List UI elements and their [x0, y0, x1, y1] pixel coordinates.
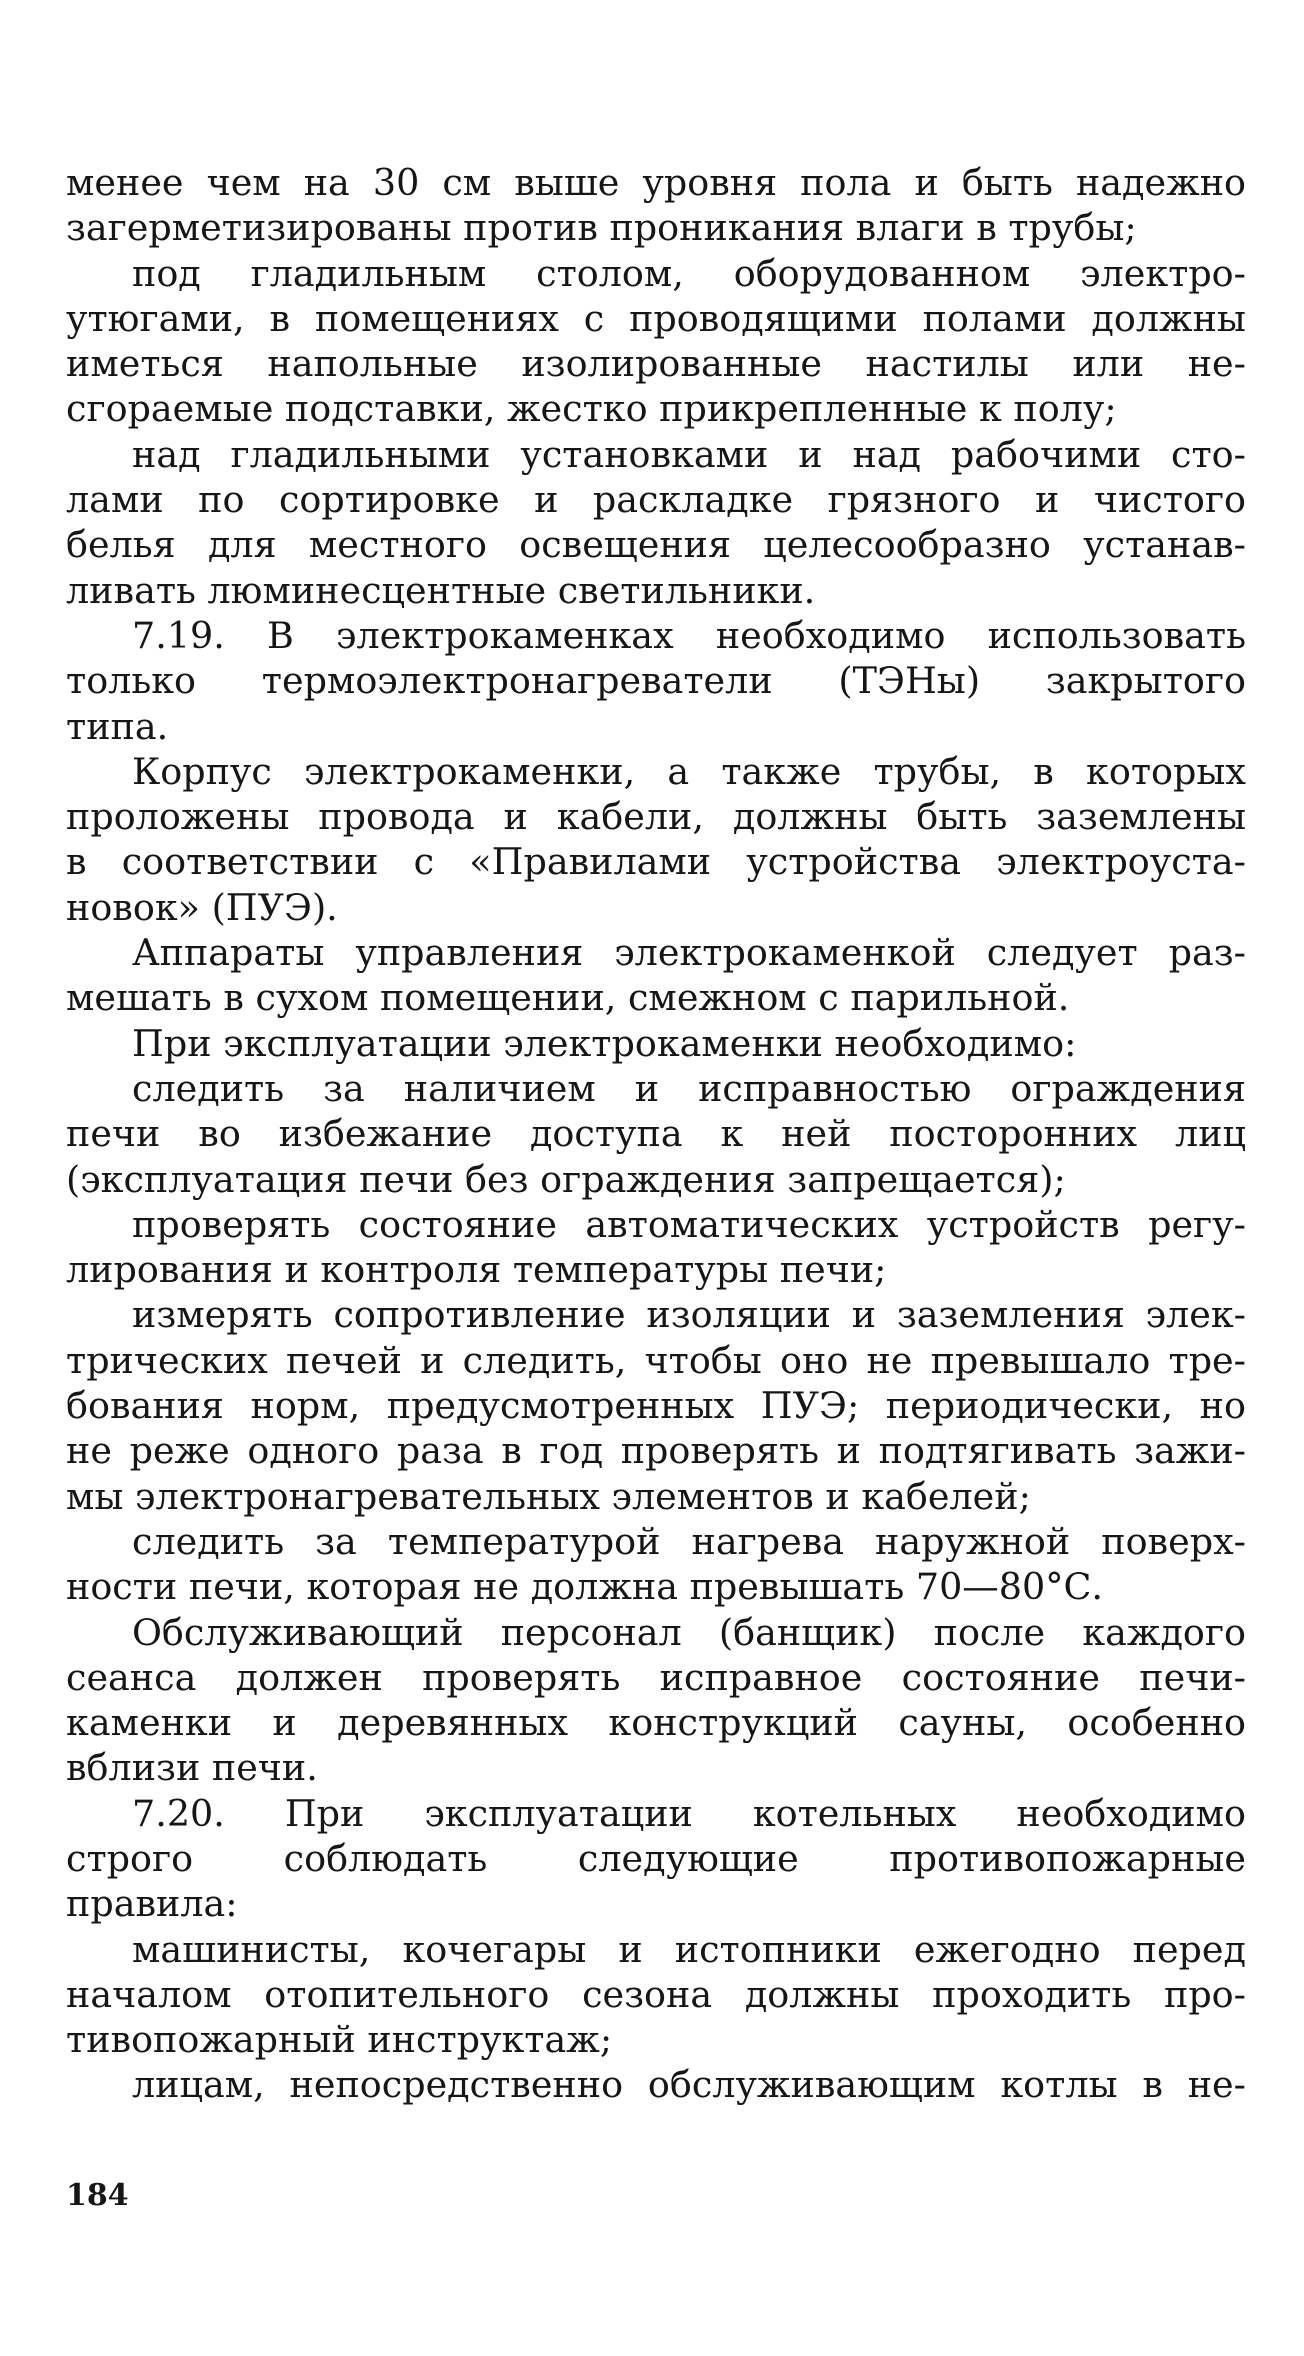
text-line: началом отопительного сезона должны проходить про- [66, 1972, 1246, 2016]
text-line: только термоэлектронагреватели (ТЭНы) закрытого [66, 659, 1246, 703]
page-number: 184 [66, 2178, 129, 2213]
text-line: печи во избежание доступа к ней посторонних лиц [66, 1112, 1246, 1156]
text-line: следить за температурой нагрева наружной поверх- [132, 1519, 1246, 1563]
text-line: не реже одного раза в год проверять и подтягивать зажи- [66, 1429, 1246, 1473]
text-line: ливать люминесцентные светильники. [66, 568, 816, 612]
text-line: над гладильными установками и над рабочими сто- [132, 432, 1246, 476]
text-line: проложены провода и кабели, должны быть заземлены [66, 795, 1246, 839]
text-line: утюгами, в помещениях с проводящими полами должны [66, 296, 1246, 340]
text-line: строго соблюдать следующие противопожарные [66, 1836, 1246, 1880]
text-line: (эксплуатация печи без ограждения запрещается); [66, 1157, 1066, 1201]
text-line: лами по сортировке и раскладке грязного и чистого [66, 478, 1246, 522]
text-line: каменки и деревянных конструкций сауны, особенно [66, 1701, 1246, 1745]
text-line: Аппараты управления электрокаменкой следует раз- [132, 931, 1246, 975]
text-line: Корпус электрокаменки, а также трубы, в которых [132, 749, 1246, 793]
text-line: сеанса должен проверять исправное состояние печи- [66, 1655, 1246, 1699]
text-line: новок» (ПУЭ). [66, 885, 338, 929]
text-line: тивопожарный инструктаж; [66, 2018, 613, 2062]
text-line: иметься напольные изолированные настилы или не- [66, 342, 1246, 386]
text-line: лицам, непосредственно обслуживающим котлы в не- [132, 2063, 1246, 2107]
text-line: трических печей и следить, чтобы оно не превышало тре- [66, 1338, 1246, 1382]
text-line: проверять состояние автоматических устройств регу- [132, 1202, 1246, 1246]
text-line: в соответствии с «Правилами устройства электроуста- [66, 840, 1246, 884]
text-line: машинисты, кочегары и истопники ежегодно перед [132, 1927, 1246, 1971]
text-line: белья для местного освещения целесообразно устанав- [66, 523, 1246, 567]
text-line: лирования и контроля температуры печи; [66, 1248, 887, 1292]
text-line: менее чем на 30 см выше уровня пола и быть надежно [66, 161, 1246, 204]
text-line: сгораемые подставки, жестко прикрепленные к полу; [66, 387, 1117, 431]
text-line: загерметизированы против проникания влаги в трубы; [66, 206, 1137, 250]
text-line: мы электронагревательных элементов и кабелей; [66, 1474, 1031, 1518]
text-line: следить за наличием и исправностью ограждения [132, 1066, 1246, 1110]
text-line: 7.19. В электрокаменках необходимо использовать [132, 613, 1246, 657]
text-line: ности печи, которая не должна превышать 70—80°С. [66, 1565, 1104, 1609]
text-line: 7.20. При эксплуатации котельных необходимо [132, 1791, 1246, 1835]
page-text [66, 160, 1246, 2108]
text-line: бования норм, предусмотренных ПУЭ; периодически, но [66, 1384, 1246, 1428]
text-line: правила: [66, 1882, 238, 1926]
text-line: под гладильным столом, оборудованном электро- [132, 251, 1246, 295]
text-line: вблизи печи. [66, 1746, 318, 1790]
text-line: Обслуживающий персонал (банщик) после каждого [132, 1610, 1246, 1654]
text-line: измерять сопротивление изоляции и заземления элек- [132, 1293, 1246, 1337]
text-line: При эксплуатации электрокаменки необходимо: [132, 1021, 1077, 1065]
text-line: типа. [66, 704, 169, 748]
text-line: мешать в сухом помещении, смежном с парильной. [66, 976, 1070, 1020]
